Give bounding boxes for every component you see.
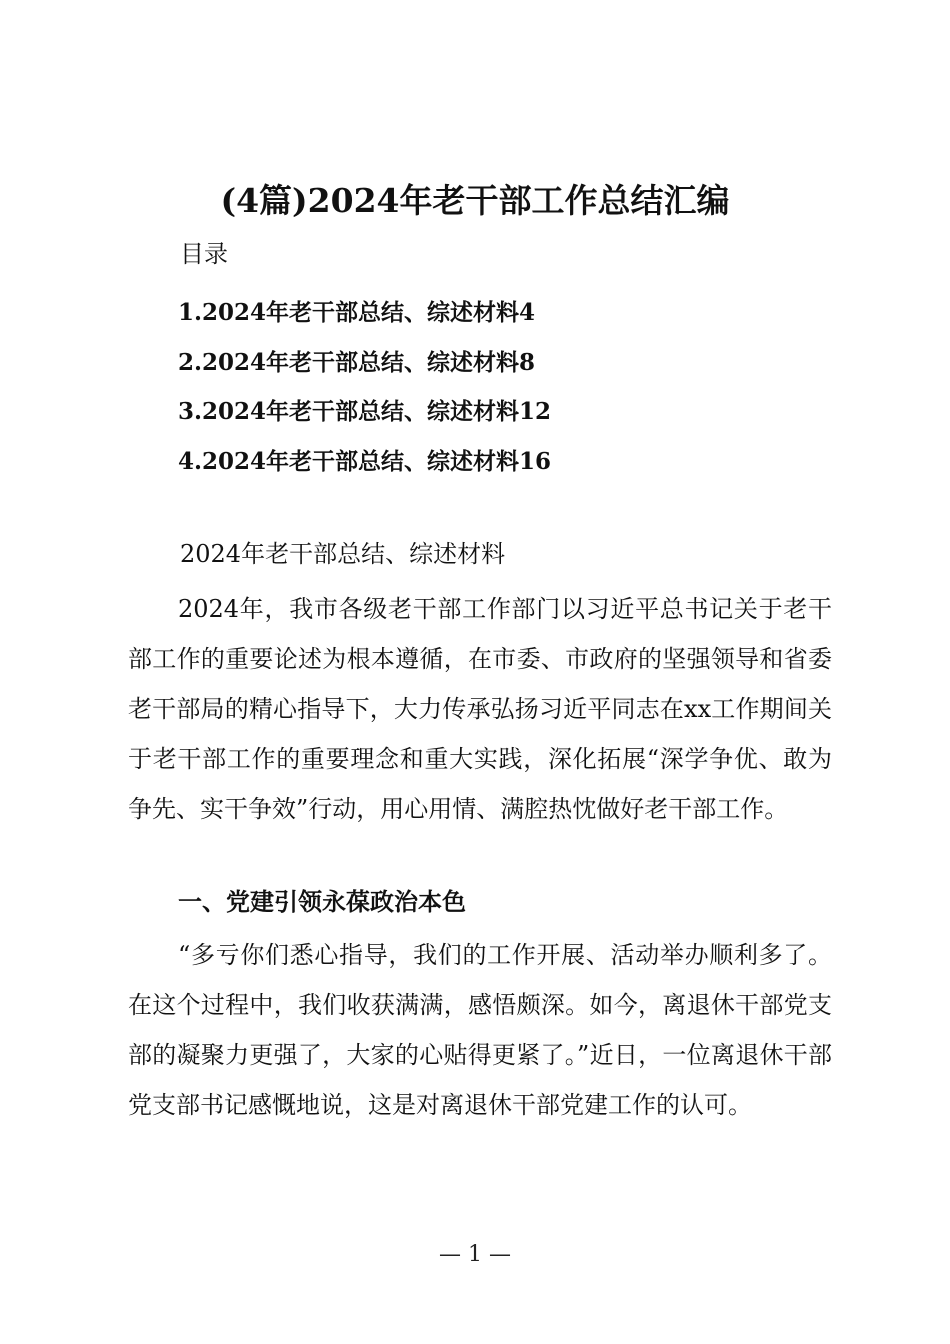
toc-item[interactable]: 1.2024年老干部总结、综述材料4 — [178, 299, 536, 326]
toc-item[interactable]: 4.2024年老干部总结、综述材料16 — [178, 447, 552, 475]
page-number: — 1 — — [439, 1242, 511, 1267]
section-title: 2024年老干部总结、综述材料 — [180, 540, 506, 568]
toc-item[interactable]: 2.2024年老干部总结、综述材料8 — [178, 348, 536, 376]
document-title: (4篇)2024年老干部工作总结汇编 — [220, 181, 730, 220]
toc-heading: 目录 — [180, 240, 228, 268]
body-paragraph: 2024年，我市各级老干部工作部门以习近平总书记关于老干部工作的重要论述为根本遵循，在市委、市政府的坚强领导和省委老干部局的精心指导下，大力传承弘扬习近平同志在xx工作期间关于老干部工作的重要理念和重大实践，深化拓展“深学争优、敢为争先、实干争效”行动，用心用情、满腔热忱做好老干部工作。 — [128, 595, 832, 823]
section-heading: 一、党建引领永葆政治本色 — [178, 888, 466, 916]
table-of-contents — [178, 288, 551, 486]
toc-item[interactable]: 3.2024年老干部总结、综述材料12 — [178, 398, 552, 425]
body-paragraph: “多亏你们悉心指导，我们的工作开展、活动举办顺利多了。在这个过程中，我们收获满满，感悟颇深。如今，离退休干部党支部的凝聚力更强了，大家的心贴得更紧了。”近日，一位离退休干部党支部书记感慨地说，这是对离退休干部党建工作的认可。 — [128, 941, 832, 1119]
